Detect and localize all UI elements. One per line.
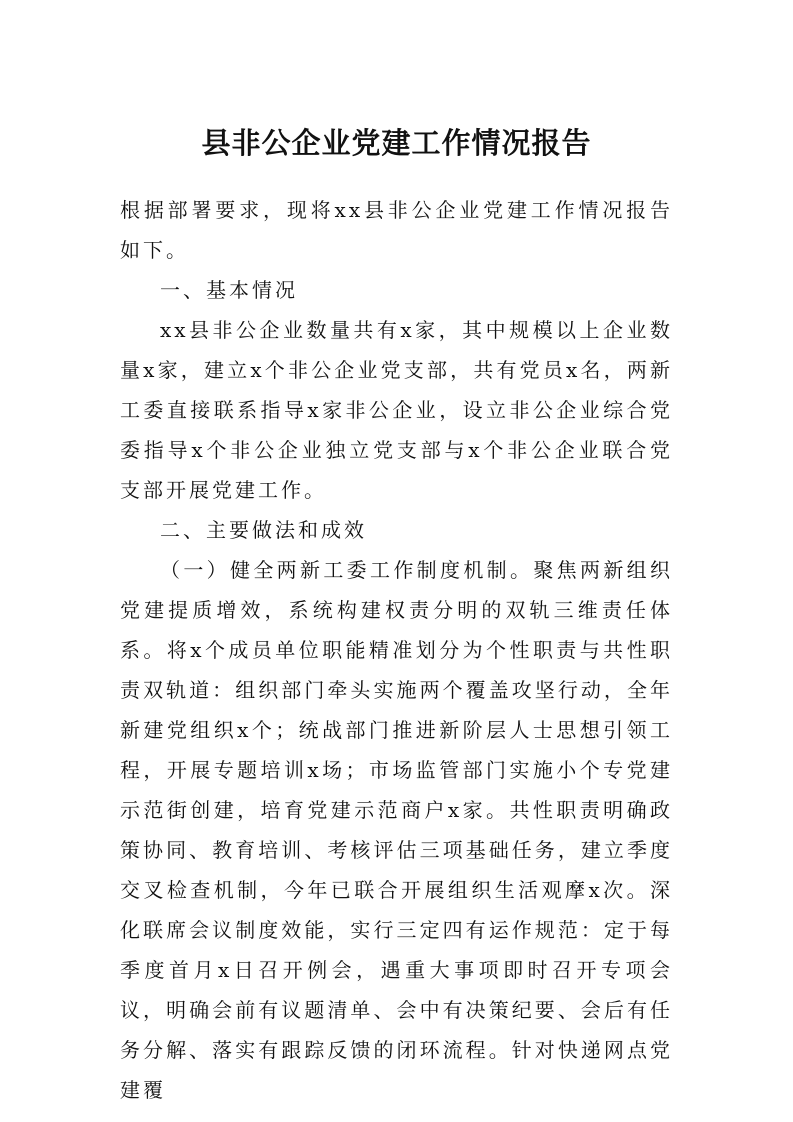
intro-paragraph: 根据部署要求，现将xx县非公企业党建工作情况报告如下。 — [120, 198, 673, 262]
document-title: 县非公企业党建工作情况报告 — [201, 126, 592, 160]
practices-paragraph-1: （一）健全两新工委工作制度机制。聚焦两新组织党建提质增效，系统构建权责分明的双轨三维责任体系。将x个成员单位职能精准划分为个性职责与共性职责双轨道：组织部门牵头实施两个覆盖攻坚行动，全年新建党组织x个；统战部门推进新阶层人士思想引领工程，开展专题培训x场；市场监管部门实施小个专党建示范街创建，培育党建示范商户x家。共性职责明确政策协同、教育培训、考核评估三项基础任务，建立季度交叉检查机制，今年已联合开展组织生活观摩x次。深化联席会议制度效能，实行三定四有运作规范：定于每季度首月x日召开例会，遇重大事项即时召开专项会议，明确会前有议题清单、会中有决策纪要、会后有任务分解、落实有跟踪反馈的闭环流程。针对快递网点党建覆 — [120, 558, 673, 1102]
basic-situation-paragraph: xx县非公企业数量共有x家，其中规模以上企业数量x家，建立x个非公企业党支部，共有党员x名，两新工委直接联系指导x家非公企业，设立非公企业综合党委指导x个非公企业独立党支部与x个非公企业联合党支部开展党建工作。 — [120, 318, 673, 502]
section-heading-basic-situation: 一、基本情况 — [160, 278, 298, 302]
document-body — [120, 190, 673, 1110]
section-heading-practices: 二、主要做法和成效 — [160, 518, 367, 542]
